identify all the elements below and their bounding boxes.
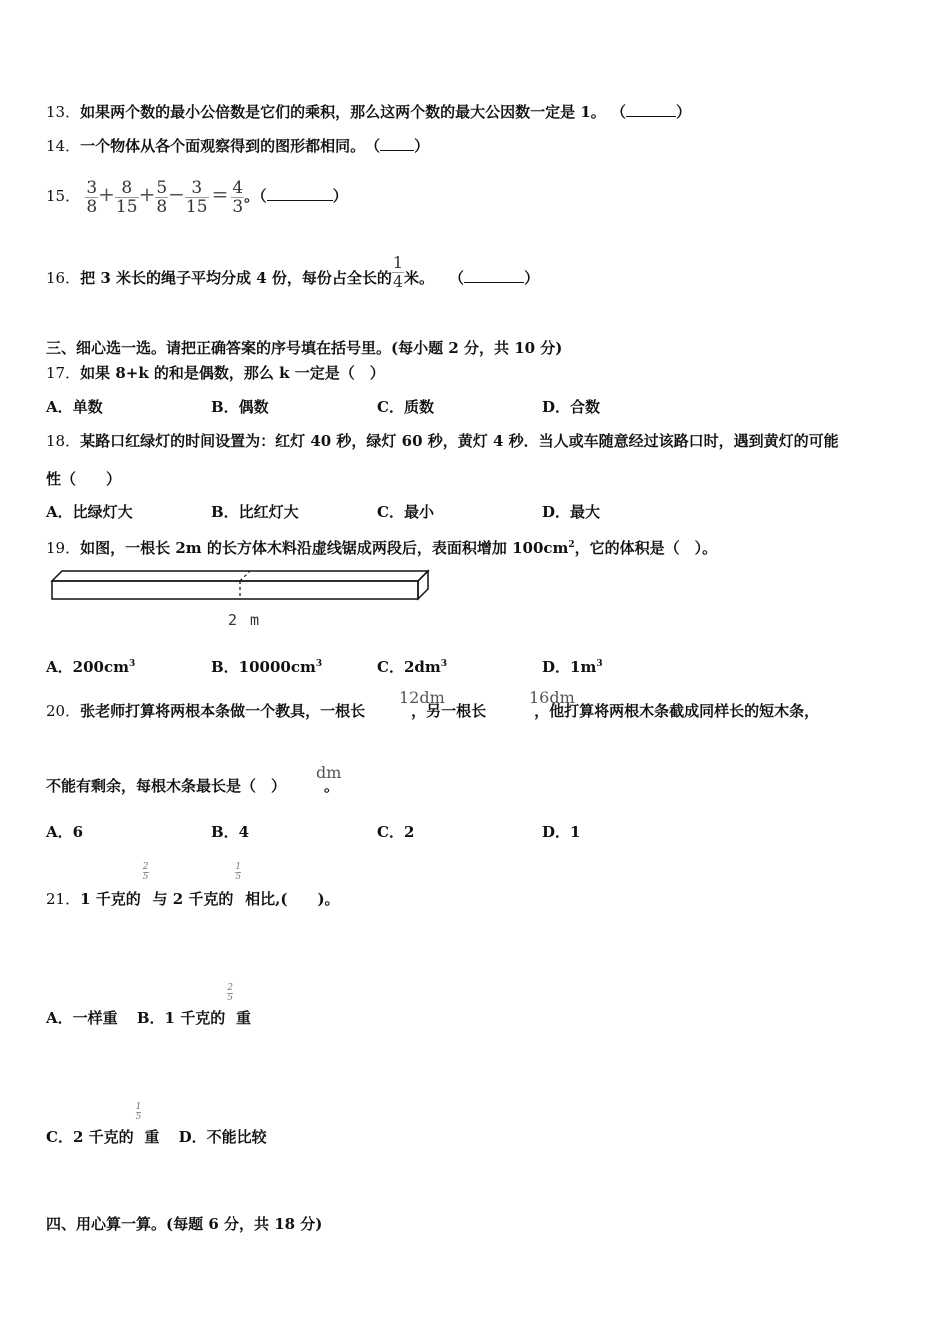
q14-text: 一个物体从各个面观察得到的图形都相同。 （: [80, 137, 381, 155]
question-21: [46, 862, 340, 909]
q16-text: 把 3 米长的绳子平均分成 4 份，每份占全长的: [80, 269, 392, 287]
q18-option-a[interactable]: A．比绿灯大: [46, 503, 133, 521]
q15-close: ）: [332, 187, 348, 205]
q21-option-a[interactable]: A．一样重: [46, 1009, 118, 1027]
q15-fraction-1: $\frac{3}{8}$: [86, 177, 98, 217]
q21-fraction-2: $\frac{1}{5}$: [235, 862, 242, 882]
q15-equals: =: [211, 182, 229, 206]
q17-option-d[interactable]: D．合数: [542, 398, 601, 416]
q20-text2: 不能有剩余，每根木条最长是（ ）: [46, 777, 287, 795]
q21-text-2: 与 2 千克的: [152, 890, 234, 908]
q18-text-line2: 性（ ）: [46, 470, 122, 488]
q15-op2: +: [138, 182, 156, 206]
question-13: [46, 102, 691, 122]
q18-number: 18．: [46, 432, 81, 450]
q18-option-b[interactable]: B．比红灯大: [211, 503, 299, 521]
q21-option-c-fraction: $\frac{1}{5}$: [135, 1102, 142, 1122]
question-14: [46, 136, 429, 156]
q16-number: 16．: [46, 269, 81, 287]
q15-number: 15．: [46, 187, 81, 205]
q16-fraction: $\frac{1}{4}$: [392, 253, 404, 291]
q20-option-a[interactable]: A．6: [46, 823, 84, 841]
q13-close: ）: [675, 103, 691, 121]
q20-end: 。: [324, 777, 340, 795]
q17-option-b[interactable]: B．偶数: [211, 398, 269, 416]
q18-option-c[interactable]: C．最小: [377, 503, 434, 521]
q19-text: 如图，一根长 2m 的长方体木料沿虚线锯成两段后，表面积增加 100cm: [80, 539, 569, 557]
q20-length-2: 16dm: [529, 688, 575, 707]
q13-number: 13．: [46, 103, 81, 121]
q17-option-a[interactable]: A．单数: [46, 398, 103, 416]
q14-answer-blank[interactable]: [380, 138, 414, 151]
q20-text-line2: [46, 776, 339, 796]
q16-close: ）: [524, 269, 540, 287]
section-3-heading: 三、细心选一选。请把正确答案的序号填在括号里。(每小题 2 分，共 10 分): [46, 339, 563, 357]
q20-text-a: 张老师打算将两根本条做一个教具，一根长: [80, 702, 366, 720]
q21-text-3: 相比,( )。: [245, 890, 340, 908]
q15-fraction-3: $\frac{5}{8}$: [156, 177, 168, 217]
q19-number: 19．: [46, 539, 81, 557]
q15-fraction-4: $\frac{3}{15}$: [185, 177, 208, 217]
q20-text-b: ，另一根长: [411, 702, 487, 720]
q19-option-c[interactable]: C．$2dm^3$: [377, 658, 448, 676]
q19-figure-label: 2 m: [228, 611, 262, 629]
q21-option-d[interactable]: D．不能比较: [178, 1128, 267, 1146]
q19-option-a[interactable]: A．$200cm^3$: [46, 658, 136, 676]
q21-number: 21．: [46, 890, 81, 908]
q14-number: 14．: [46, 137, 81, 155]
q21-text-1: 1 千克的: [80, 890, 141, 908]
q20-number: 20．: [46, 702, 81, 720]
q13-answer-blank[interactable]: [626, 104, 676, 117]
q20-option-d[interactable]: D．1: [542, 823, 581, 841]
q17-text: 如果 8+k 的和是偶数，那么 k 一定是（ ）: [80, 364, 385, 382]
question-16: [46, 253, 540, 300]
q15-fraction-5: $\frac{4}{3}$: [232, 177, 244, 217]
q19-text-end: ，它的体积是（ ）。: [574, 539, 718, 557]
q16-tail: 米。 （: [404, 269, 465, 287]
q20-text-c: ，他打算将两根木条截成同样长的短木条，: [534, 702, 820, 720]
q20-option-c[interactable]: C．2: [377, 823, 415, 841]
q18-option-d[interactable]: D．最大: [542, 503, 601, 521]
q14-close: ）: [414, 137, 430, 155]
q21-options-row-1: [46, 983, 251, 1028]
q20-length-1: 12dm: [399, 688, 445, 707]
q15-fraction-2: $\frac{8}{15}$: [115, 177, 138, 217]
q13-text: 如果两个数的最小公倍数是它们的乘积，那么这两个数的最大公因数一定是 1。 （: [80, 103, 626, 121]
q19-option-d[interactable]: D．$1m^3$: [542, 658, 603, 676]
q17-option-c[interactable]: C．质数: [377, 398, 434, 416]
question-18: [46, 431, 839, 451]
q19-sup: 2: [568, 540, 575, 550]
q15-op3: −: [168, 182, 185, 206]
q17-number: 17．: [46, 364, 81, 382]
q20-unit: dm: [316, 763, 342, 782]
question-15: [46, 172, 348, 216]
q21-options-row-2: [46, 1102, 267, 1147]
q21-option-b-fraction: $\frac{2}{5}$: [227, 983, 233, 1003]
q21-option-b[interactable]: B．1 千克的$\frac{2}{5}$ 重: [136, 983, 251, 1027]
q20-option-b[interactable]: B．4: [211, 823, 250, 841]
section-4-heading: 四、用心算一算。(每题 6 分，共 18 分): [46, 1215, 323, 1233]
q16-answer-blank[interactable]: [464, 270, 524, 283]
q21-fraction-1: $\frac{2}{5}$: [142, 862, 149, 882]
q19-wood-figure: [48, 568, 432, 604]
q15-op1: +: [98, 182, 115, 206]
question-17: [46, 363, 385, 383]
q15-tail: 。（: [244, 187, 267, 205]
q18-text: 某路口红绿灯的时间设置为：红灯 40 秒，绿灯 60 秒，黄灯 4 秒．当人或车随意经过该路口时，遇到黄灯的可能: [80, 432, 839, 450]
q19-option-b[interactable]: B．$10000cm^3$: [211, 658, 323, 676]
q21-option-c[interactable]: C．2 千克的$\frac{1}{5}$ 重: [46, 1102, 160, 1146]
q15-answer-blank[interactable]: [267, 188, 333, 201]
question-19: [46, 535, 717, 558]
